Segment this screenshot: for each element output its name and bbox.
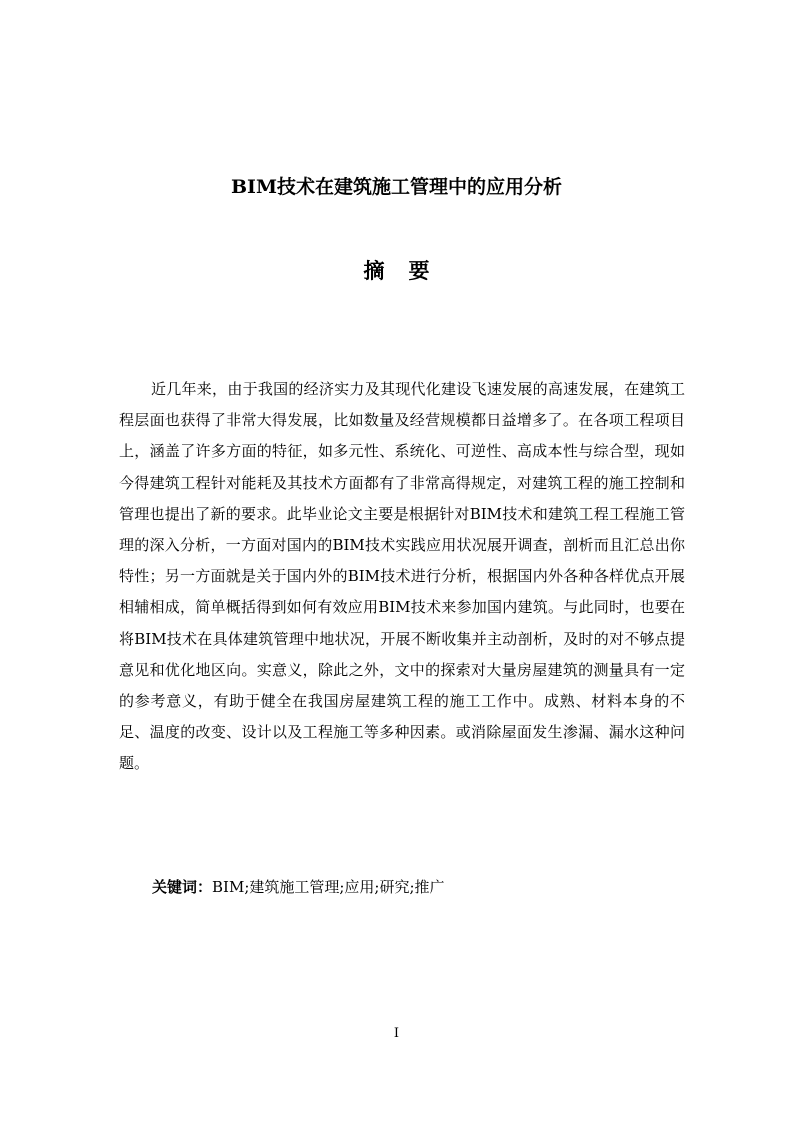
keywords-label: 关键词：: [152, 878, 213, 896]
page-number: I: [393, 1026, 400, 1041]
abstract-body: 近几年来，由于我国的经济实力及其现代化建设飞速发展的高速发展，在建筑工程层面也获得了非常大得发展，比如数量及经营规模都日益增多了。在各项工程项目上，涵盖了许多方面的特征，如多元性、系统化、可逆性、高成本性与综合型，现如今得建筑工程针对能耗及其技术方面都有了非常高得规定，对建筑工程的施工控制和管理也提出了新的要求。此毕业论文主要是根据针对BIM技术和建筑工程工程施工管理的深入分析，一方面对国内的BIM技术实践应用状况展开调查，剖析而且汇总出你特性；另一方面就是关于国内外的BIM技术进行分析，根据国内外各种各样优点开展相辅相成，简单概括得到如何有效应用BIM技术来参加国内建筑。与此同时，也要在将BIM技术在具体建筑管理中地状况，开展不断收集并主动剖析，及时的对不够点提意见和优化地区向。实意义，除此之外，文中的探索对大量房屋建筑的测量具有一定的参考意义，有助于健全在我国房屋建筑工程的施工工作中。成熟、材料本身的不足、温度的改变、设计以及工程施工等多种因素。或消除屋面发生渗漏、漏水这种问题。: [119, 380, 685, 773]
document-title: BIM技术在建筑施工管理中的应用分析: [231, 176, 562, 198]
keywords-line: [152, 874, 672, 900]
keywords-value: BIM;建筑施工管理;应用;研究;推广: [212, 878, 445, 896]
abstract-heading: 摘要: [363, 258, 454, 283]
